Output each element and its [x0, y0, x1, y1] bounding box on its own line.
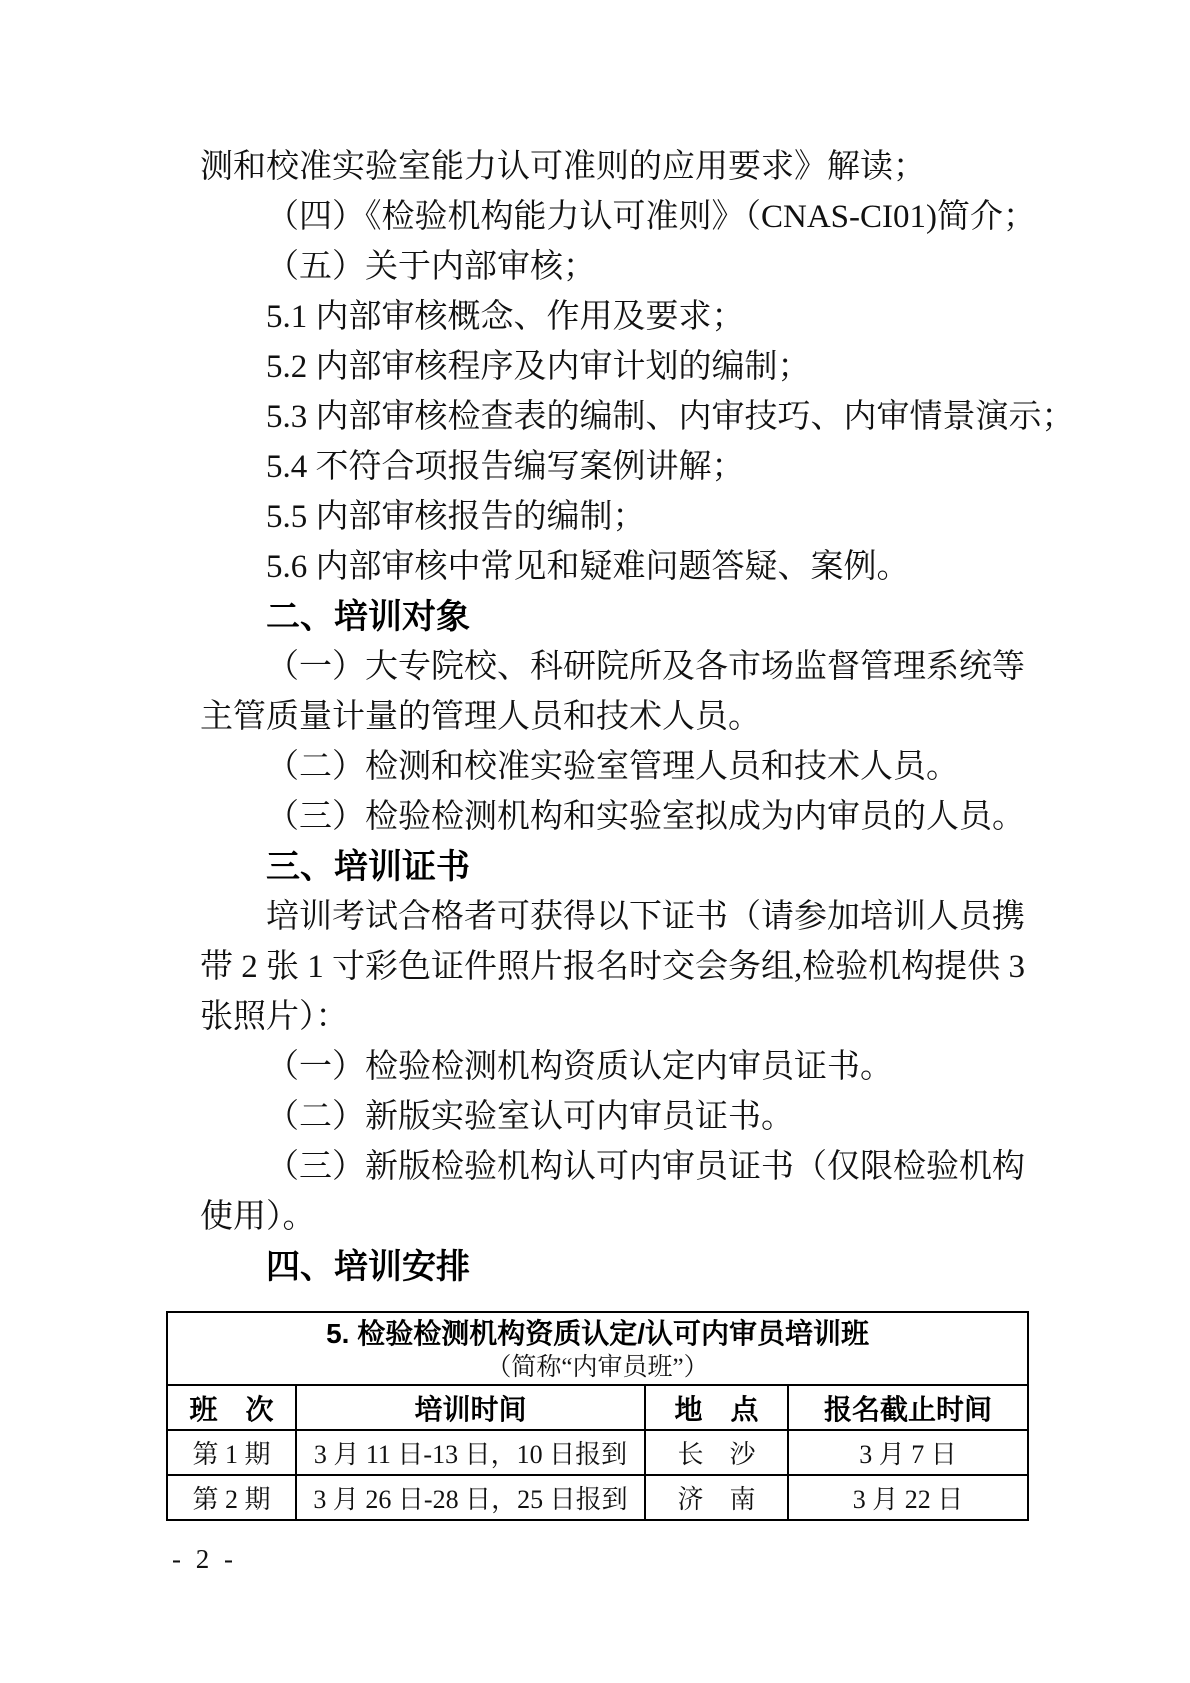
text-line: 5.4 不符合项报告编写案例讲解； — [266, 449, 745, 485]
cell-session: 第 1 期 — [167, 1430, 296, 1475]
cell-deadline: 3 月 7 日 — [788, 1430, 1028, 1475]
text-line: 张照片）： — [200, 999, 349, 1035]
text-line: （二）检测和校准实验室管理人员和技术人员。 — [266, 749, 959, 785]
cell-session: 第 2 期 — [167, 1475, 296, 1520]
text-line: 使用）。 — [200, 1199, 316, 1235]
text-line: 5.6 内部审核中常见和疑难问题答疑、案例。 — [266, 549, 910, 585]
cell-time: 3 月 11 日-13 日，10 日报到 — [296, 1430, 645, 1475]
training-schedule-table — [166, 1311, 1029, 1521]
text-line: 5.2 内部审核程序及内审计划的编制； — [266, 349, 811, 385]
text-line: 主管质量计量的管理人员和技术人员。 — [200, 699, 761, 735]
column-header-location: 地 点 — [645, 1385, 788, 1430]
text-line: 带 2 张 1 寸彩色证件照片报名时交会务组,检验机构提供 3 — [200, 949, 1025, 985]
heading-training-schedule: 四、培训安排 — [266, 1248, 470, 1286]
text-line: 5.5 内部审核报告的编制； — [266, 499, 646, 535]
table-row — [167, 1430, 1028, 1475]
heading-training-certificates: 三、培训证书 — [266, 848, 470, 886]
column-header-session: 班 次 — [167, 1385, 296, 1430]
text-line: （一）检验检测机构资质认定内审员证书。 — [266, 1049, 893, 1085]
text-line: 培训考试合格者可获得以下证书（请参加培训人员携 — [266, 899, 1025, 935]
text-line: （三）检验检测机构和实验室拟成为内审员的人员。 — [266, 799, 1025, 835]
cell-deadline: 3 月 22 日 — [788, 1475, 1028, 1520]
page-number: - 2 - — [172, 1544, 237, 1574]
column-header-deadline: 报名截止时间 — [788, 1385, 1028, 1430]
heading-training-targets: 二、培训对象 — [266, 598, 470, 636]
text-line: 测和校准实验室能力认可准则的应用要求》解读； — [200, 149, 926, 185]
text-line: （四）《检验机构能力认可准则》（CNAS-CI01)简介； — [266, 199, 1037, 235]
cell-location: 济 南 — [645, 1475, 788, 1520]
table-row — [167, 1475, 1028, 1520]
table-subtitle: （简称“内审员班”） — [486, 1353, 709, 1381]
text-line: 5.3 内部审核检查表的编制、内审技巧、内审情景演示； — [266, 399, 1075, 435]
cell-location: 长 沙 — [645, 1430, 788, 1475]
text-line: （五）关于内部审核； — [266, 249, 596, 285]
text-line: （一）大专院校、科研院所及各市场监督管理系统等 — [266, 649, 1025, 685]
table-title-cell — [167, 1312, 1028, 1385]
column-header-time: 培训时间 — [296, 1385, 645, 1430]
table-title: 5. 检验检测机构资质认定/认可内审员培训班 — [326, 1317, 869, 1349]
text-line: （二）新版实验室认可内审员证书。 — [266, 1099, 794, 1135]
cell-time: 3 月 26 日-28 日，25 日报到 — [296, 1475, 645, 1520]
text-line: （三）新版检验机构认可内审员证书（仅限检验机构 — [266, 1149, 1025, 1185]
text-line: 5.1 内部审核概念、作用及要求； — [266, 299, 745, 335]
document-body — [200, 142, 1075, 1292]
